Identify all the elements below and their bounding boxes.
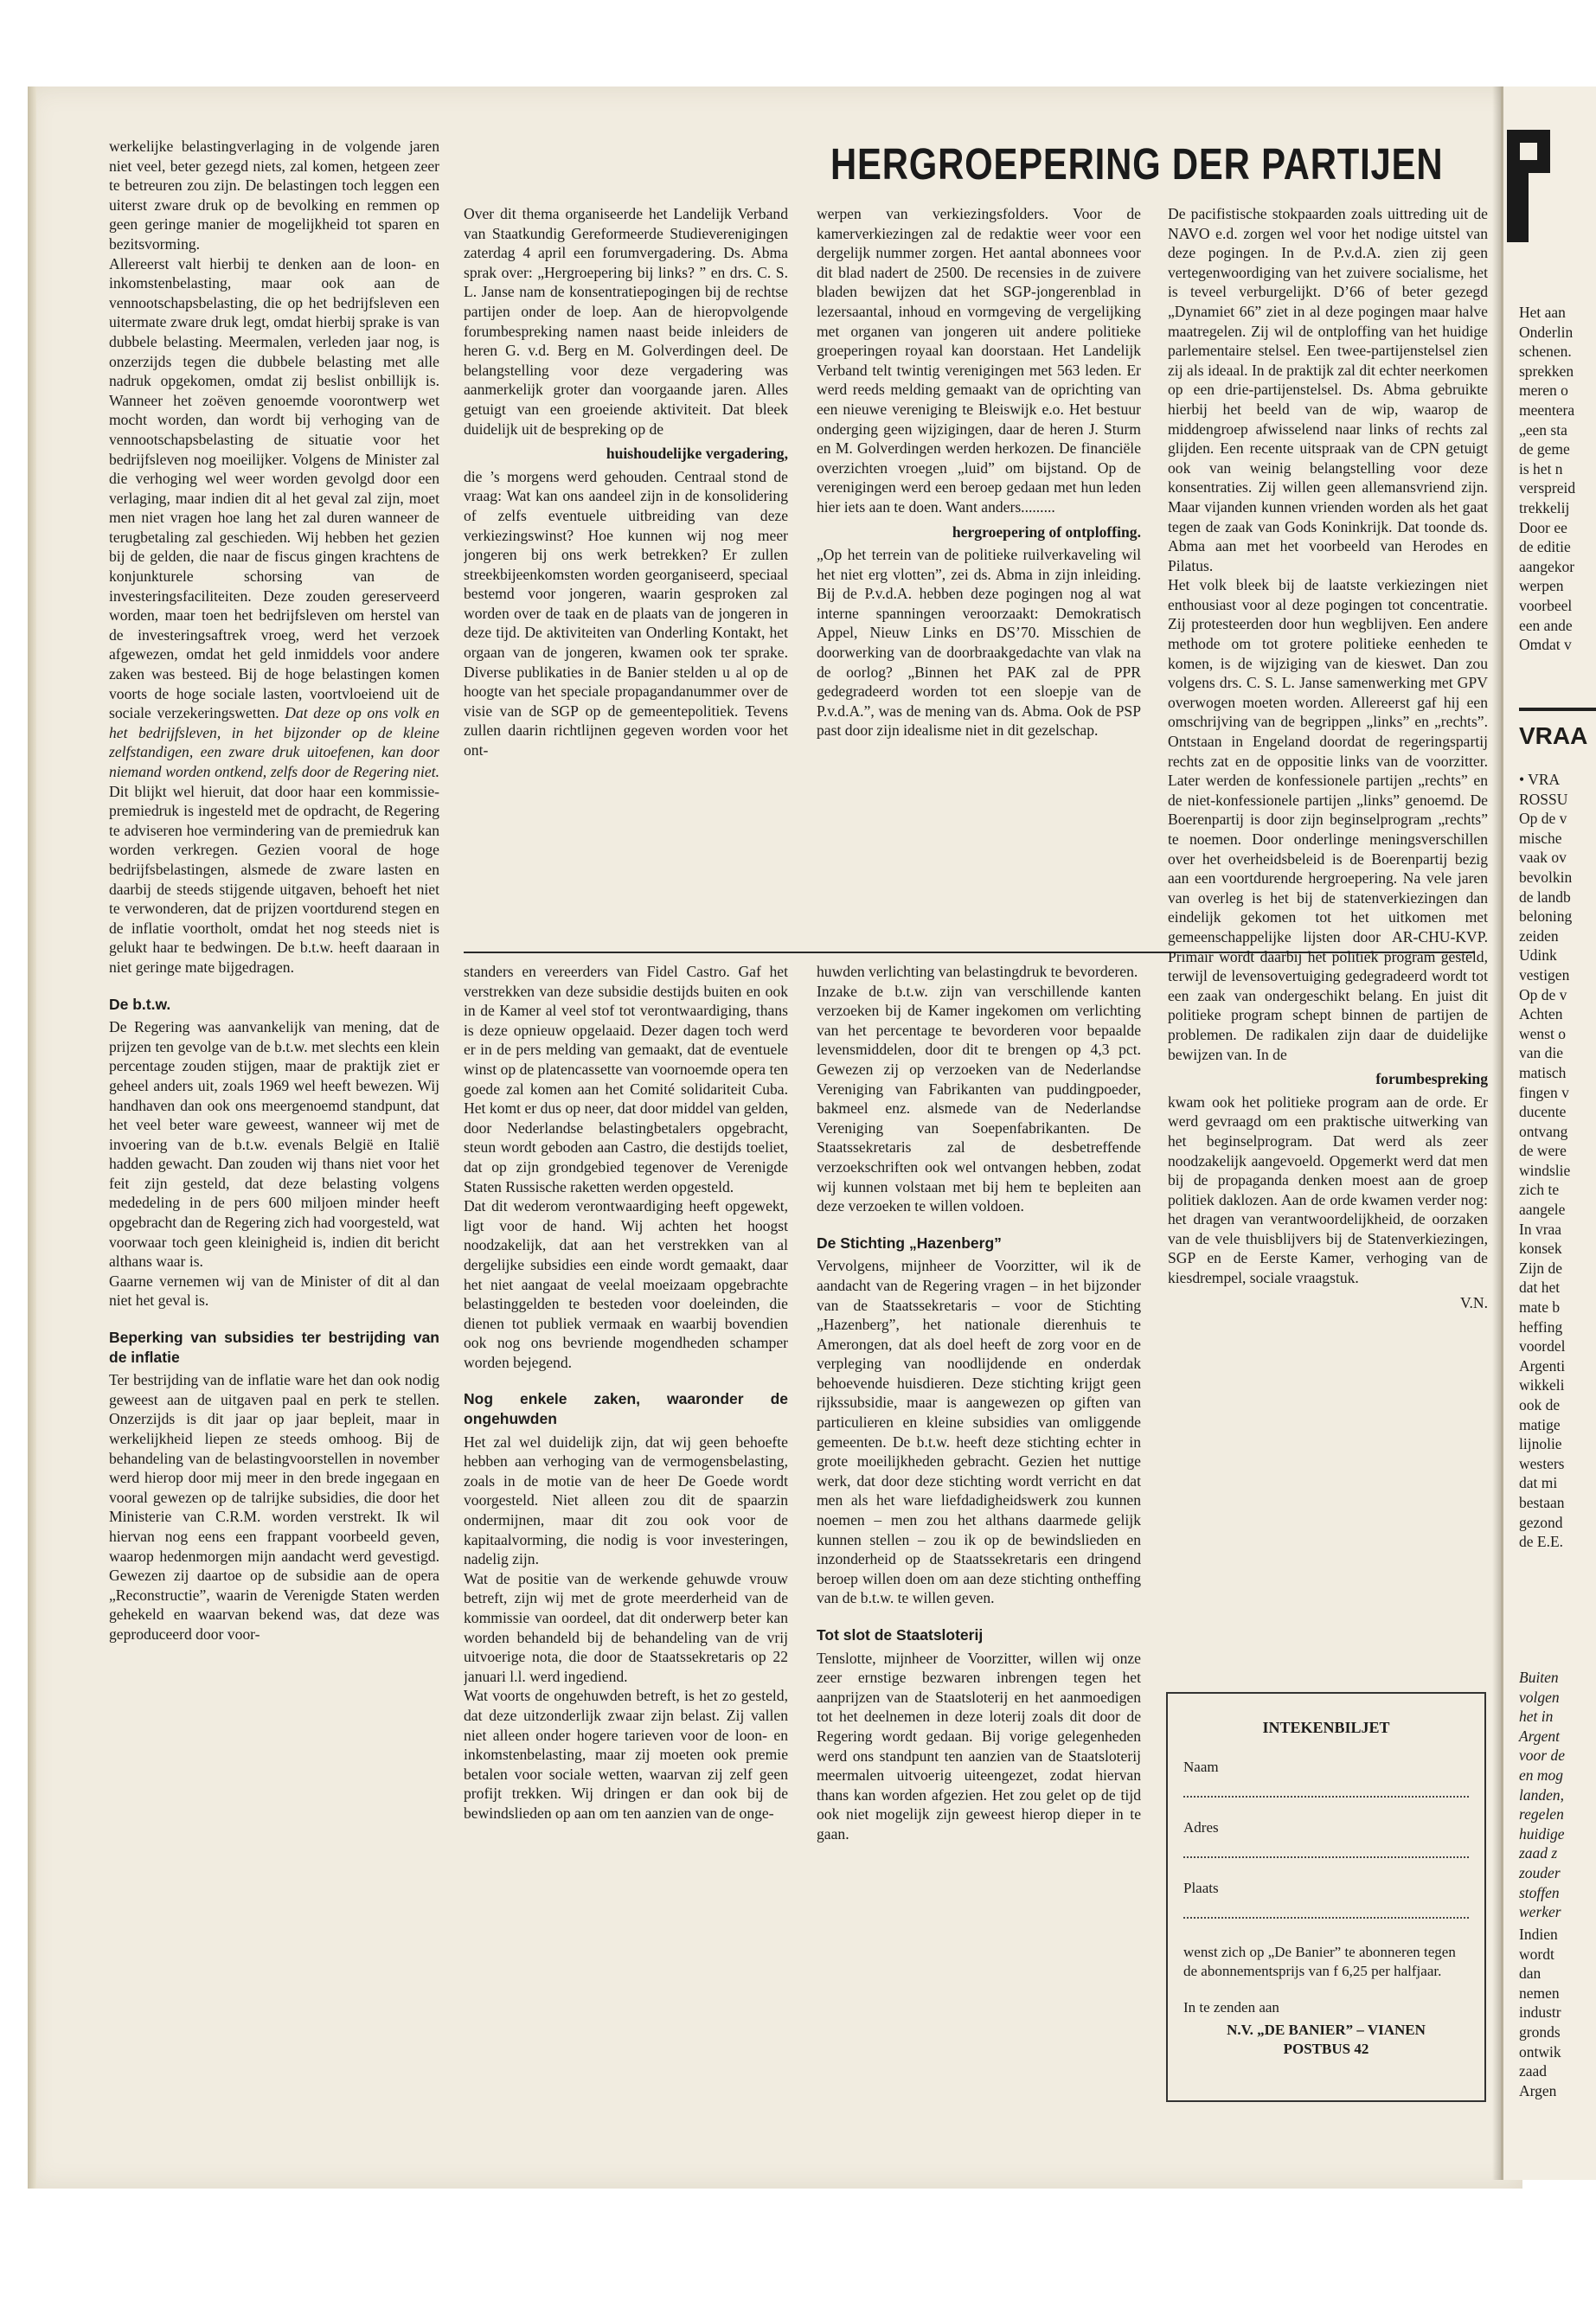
address-label: Adres xyxy=(1183,1819,1219,1836)
paragraph: Het volk bleek bij de laatste verkiezingen niet enthousiast voor al deze pogingen tot concentratie. Zij protesteerden door hun wegblijven. Een andere methode om tot grotere politieke eenheden te komen, is de wijziging van de kieswet. Dan zou volgens drs. C. S. L. Janse samenwerking met GPV overwogen moeten worden. Allereerst gaf hij een omschrijving van de begrippen „links” en „rechts”. Ontstaan in Engeland doordat de regeringspartij rechts zat en de oppositie links van de voorzitter. Later werden de konfessionele partijen „rechts” en de niet-konfessionele partijen „links” genoemd. De Boerenpartij is door zijn beginselprogram „rechts” te noemen. Door onderlinge meningsverschillen over het overheidsbeleid is de Boerenpartij bezig aan een voortdurende hergroepering. Na vele jaren van overleg is het bij de statenverkiezingen dan eindelijk gekomen tot het uitkomen met gemeenschappelijke lijsten door AR-CHU-KVP. Primair wordt daarbij het politiek program gesteld, terwijl de levensovertuiging gedegradeerd wordt tot een zaak van ondergeschikt belang. En juist dit politieke program schept binnen de partijen de problemen. De radikalen zijn daar de duidelijke bewijzen van. In de xyxy=(1168,576,1488,1063)
adjacent-line: Onderlin xyxy=(1519,323,1574,341)
adjacent-line: schenen. xyxy=(1519,343,1572,361)
adjacent-line: zouder xyxy=(1519,1863,1561,1881)
paragraph: Wat voorts de ongehuwden betreft, is het zo gesteld, dat deze uitzonderlijk zwaar zijn belast. Zij vallen niet alleen onder hogere tarieven voor de loon- en inkomstenbelasting, maar zij moeten ook premie betalen voor sociale wetten, waarvan zij zelf geen profijt trekken. Wij dringen er dan ook bij de bewindslieden op aan om ten aanzien van de onge- xyxy=(464,1687,788,1822)
adjacent-line: bestaan xyxy=(1519,1493,1565,1511)
send-address: N.V. „DE BANIER” – VIANEN xyxy=(1227,2022,1426,2038)
adjacent-heading: VRAA xyxy=(1519,722,1588,749)
section-heading: De b.t.w. xyxy=(109,995,171,1013)
adjacent-line: Udink xyxy=(1519,946,1557,965)
adjacent-column-d xyxy=(1519,1925,1596,2100)
send-label: In te zenden aan xyxy=(1183,1999,1279,2016)
paragraph: huwden verlichting van belastingdruk te bevorderen. xyxy=(817,963,1138,980)
adjacent-line: dat het xyxy=(1519,1279,1561,1297)
adjacent-line: In vraa xyxy=(1519,1220,1562,1238)
adjacent-line: werker xyxy=(1519,1903,1561,1921)
adjacent-line: vestigen xyxy=(1519,965,1570,984)
adjacent-line: beloning xyxy=(1519,907,1573,926)
italic-emphasis: Dat deze op ons volk en het bedrijfsleven, in het bijzonder op de kleine zelfstandigen, een zware druk uitoefenen, kan door niemand worden ontkend, zelfs door de Regering niet. xyxy=(109,704,439,780)
adjacent-line: dat mi xyxy=(1519,1474,1558,1492)
paragraph: Het zal wel duidelijk zijn, dat wij geen behoefte hebben aan verhoging van de vermogensbelasting, zoals in de motie van de heer De Goede wordt voorgesteld. Niet alleen zou dit de spaarzin ondermijnen, maar dit zou ook voor de kapitaalvorming, die nodig is voor investeringen, nadelig zijn. xyxy=(464,1433,788,1568)
adjacent-rule xyxy=(1519,708,1596,711)
adjacent-column-c xyxy=(1519,1668,1596,1922)
adjacent-line: fingen v xyxy=(1519,1083,1569,1101)
adjacent-line: werpen xyxy=(1519,577,1564,595)
adjacent-line: windslie xyxy=(1519,1161,1571,1179)
address-field[interactable] xyxy=(1183,1818,1469,1858)
adjacent-line: is het n xyxy=(1519,459,1563,478)
adjacent-line: dan xyxy=(1519,1965,1542,1983)
paragraph: Vervolgens, mijnheer de Voorzitter, wil ik de aandacht van de Regering vragen – in het bijzonder van de Staatssekretaris – voor de Stichting „Hazenberg”, het nationale dierenhuis te Amerongen, dat als doel heeft de zorg voor en de verpleging van noodlijdende en onderdak behoevende huisdieren. Deze stichting krijgt geen rijkssubsidie, maar is aangewezen op giften van particulieren en kleine subsidies van omliggende gemeenten. De b.t.w. heeft deze stichting echter in grote moeilijkheden gebracht. Gezien het nuttige werk, dat door deze stichting wordt verricht en dat men als het ware liefdadigheidswerk zou kunnen noemen – men zou het althans daarmede gelijk kunnen stellen – zou ik op de bewindslieden en inzonderheid op de Staatssekretaris een dringend beroep willen doen om aan deze stichting ontheffing van de b.t.w. te willen geven. xyxy=(817,1257,1141,1607)
paragraph: kwam ook het politieke program aan de orde. Er werd gevraagd om een praktische uitwerking van het beginselprogram. Dat werd als zeer noodzakelijk aangevoeld. Opgemerkt werd dat men bij de propaganda denken moest aan de groep politiek daklozen. Aan de orde kwamen verder nog: het dragen van verantwoordelijkheid, de oorzaken van de vele thuisblijvers bij de Statenverkiezingen, SGP en de Eerste Kamer, verhoging van de kiesdrempel, sociale vraagstuk. xyxy=(1168,1093,1488,1287)
adjacent-line: de geme xyxy=(1519,440,1570,458)
adjacent-line: het in xyxy=(1519,1708,1554,1726)
adjacent-line: zeiden xyxy=(1519,926,1559,945)
adjacent-line: bevolkin xyxy=(1519,868,1573,886)
adjacent-line: nemen xyxy=(1519,1984,1560,2002)
decorative-logo-fragment xyxy=(1481,121,1559,251)
paragraph: „Op het terrein van de politieke ruilverkaveling wil het niet erg vlotten”, zei ds. Abma in zijn inleiding. Bij de P.v.d.A. hebben deze pogingen nog al wat interne spanningen veroorzaakt: Demokratisch Appel, Nieuw Links en DS’70. Misschien de doorwerking van de doorbraakgedachte van vlak na de oorlog? „Binnen het PAK zal de PPR gedegradeerd worden tot een sloepje van de P.v.d.A.”, was de mening van ds. Abma. Ook de PSP past door zijn idealisme niet in dit gezelschap. xyxy=(817,546,1141,740)
adjacent-line: westers xyxy=(1519,1454,1565,1472)
adjacent-line: wenst o xyxy=(1519,1024,1566,1042)
adjacent-column-a xyxy=(1519,303,1596,655)
subscribe-text: wenst zich op „De Banier” te abonneren tegen de abonnementsprijs van f 6,25 per halfjaar. xyxy=(1183,1944,1456,1979)
adjacent-line: ducente xyxy=(1519,1103,1567,1121)
place-label: Plaats xyxy=(1183,1880,1219,1896)
adjacent-line: gezond xyxy=(1519,1513,1563,1531)
article-column-3-bottom xyxy=(817,962,1141,2190)
subheading: forumbespreking xyxy=(1375,1070,1488,1088)
section-heading: Beperking van subsidies ter bestrijding van de inflatie xyxy=(109,1329,439,1366)
adjacent-line: de landb xyxy=(1519,888,1571,906)
adjacent-line: ROSSU xyxy=(1519,790,1568,808)
paragraph: Tenslotte, mijnheer de Voorzitter, willen wij onze zeer ernstige bezwaren inbrengen tegen het aanprijzen van de Staatsloterij en het aanmoedigen tot het deelnemen in deze loterij zoals dit door de Regering wordt gedaan. Bij vorige gelegenheden werd ons standpunt ten aanzien van de Staatsloterij meermalen uitvoerig uiteengezet, zodat hiervan thans kan worden afgezien. Het zou gelet op de tijd ook niet mogelijk zijn geweest hierop dieper in te gaan. xyxy=(817,1649,1141,1843)
name-label: Naam xyxy=(1183,1759,1219,1775)
adjacent-line: huidige xyxy=(1519,1824,1565,1843)
adjacent-line: voordel xyxy=(1519,1337,1566,1356)
adjacent-line: zaad z xyxy=(1519,1844,1558,1862)
adjacent-line: voorbeel xyxy=(1519,596,1573,614)
subheading: huishoudelijke vergadering, xyxy=(606,445,788,463)
place-field[interactable] xyxy=(1183,1879,1469,1919)
subheading: hergroepering of ontploffing. xyxy=(952,522,1141,541)
author-signature: V.N. xyxy=(1460,1293,1488,1311)
adjacent-line: Argenti xyxy=(1519,1356,1566,1375)
article-column-1 xyxy=(109,137,439,2204)
paragraph: De Regering was aanvankelijk van mening, dat de prijzen ten gevolge van de b.t.w. met slechts een klein percentage zouden stijgen, maar de praktijk ziet er geheel anders uit, zoals 1969 wel heeft bewezen. Wij handhaven dan ook ons meergenoemd standpunt, dat het veel beter ware geweest, wanneer wij met de invoering van de b.t.w. evenals België en Italië hadden gewacht. Dan zouden wij thans niet voor het feit zijn gesteld, dat deze belasting volgens mededeling in de pers 600 miljoen minder heeft opgebracht dan de Regering zich had voorgesteld, wat voorwaar toch geen kleinigheid is, indien dit bericht althans waar is. xyxy=(109,1018,439,1271)
adjacent-line: Indien xyxy=(1519,1926,1558,1943)
adjacent-line: regelen xyxy=(1519,1805,1564,1823)
section-heading: Tot slot de Staatsloterij xyxy=(817,1626,984,1644)
adjacent-line: aangele xyxy=(1519,1201,1566,1219)
adjacent-line: Argent xyxy=(1519,1727,1560,1745)
article-column-4 xyxy=(1168,204,1488,1675)
article-column-2-bottom xyxy=(464,962,788,2190)
address-dotted-line xyxy=(1183,1843,1469,1858)
paragraph: standers en vereerders van Fidel Castro. Gaf het verstrekken van deze subsidie destijds buiten en ook in de Kamer al veel stof tot verontwaardiging, thans is deze opnieuw opgelaaid. Dezer dagen toch werd er in de pers melding van gemaakt, dat de eventuele winst op de platencassette van voornoemde opera ten goede zal komen aan het Comité solidariteit Cuba. Het komt er dus op neer, dat door middel van gelden, door Nederlandse belastingbetalers opgebracht, steun wordt geboden aan Castro, die destijds toeliet, dat op zijn grondgebied tegenover de Verenigde Staten Russische raketten werden opgesteld. xyxy=(464,963,788,1195)
adjacent-line: mische xyxy=(1519,829,1562,847)
adjacent-line: de were xyxy=(1519,1142,1567,1160)
adjacent-column-b xyxy=(1519,770,1596,1552)
name-dotted-line xyxy=(1183,1782,1469,1798)
adjacent-line: „een sta xyxy=(1519,420,1567,439)
paragraph: Wat de positie van de werkende gehuwde vrouw betreft, zijn wij met de grote meerderheid van de kommissie van oordeel, dat dit onderwerp beter kan worden behandeld bij de behandeling van de vrij uitvoerige nota, die door de Staatssekretaris op 22 januari l.l. werd ingediend. xyxy=(464,1569,788,1685)
adjacent-line: ook de xyxy=(1519,1396,1561,1413)
adjacent-line: matige xyxy=(1519,1415,1561,1433)
coupon-title: INTEKENBILJET xyxy=(1262,1719,1390,1736)
paragraph: Allereerst valt hierbij te denken aan de loon- en inkomstenbelasting, maar ook aan de vennootschapsbelasting, die op het bedrijfsleven een uitermate zware druk legt, omdat hierbij sprake is van dubbele belasting. Meermalen, verleden jaar nog, is onzerzijds tegen die dubbele belasting met alle nadruk opgekomen, omdat zij beslist onbillijk is. Wanneer het zoëven genoemde voorontwerp wet mocht worden, dan wordt bij verhoging van de vennootschapsbelasting de situatie voor het bedrijfsleven nog moeilijker. Volgens de Minister zal die verhoging wel weer worden gevolgd door een verlaging, maar indien dit al het geval zal zijn, moet men niet vragen hoe lang het zal duren wanneer de terugbetaling zal geschieden. Wij hebben het gezien bij de gelden, die naar de fiscus gingen krachtens de konjunkturele schorsing van de investeringsfaciliteiten. Deze zouden gereserveerd worden, maar toen het bedrijfsleven om herstel van de investeringsaftrek vroeg, werd het verzoek afgewezen, omdat het geld inmiddels voor andere zaken was besteed. Bij de hoge belastingen komen voorts de hoge sociale lasten, voortvloeiend uit de sociale verzekeringswetten. Dat deze op ons volk en het bedrijfsleven, in het bijzonder op de kleine zelfstandigen, een zware druk uitoefenen, kan door niemand worden ontkend, zelfs door de Regering niet. Dit blijkt wel hieruit, dat door haar een kommissie-premiedruk is ingesteld met de opdracht, de Regering te adviseren hoe vermindering van de premiedruk kan worden verkregen. Gezien vooral de hoge bedrijfsbelastingen, alsmede de zware lasten en daarbij de steeds stijgende uitgaven, behoeft het niet te verwonderen, dat de prijzen voortdurend stegen en de inflatie voortholt, omdat het nog steeds niet is gelukt haar te bedwingen. De b.t.w. heeft daaraan in niet geringe mate bijgedragen. xyxy=(109,254,439,976)
adjacent-line: mate b xyxy=(1519,1298,1561,1317)
adjacent-line: vaak ov xyxy=(1519,849,1567,867)
adjacent-line: ontwik xyxy=(1519,2042,1561,2061)
adjacent-line: meren o xyxy=(1519,381,1568,400)
name-field[interactable] xyxy=(1183,1758,1469,1798)
adjacent-line: aangekor xyxy=(1519,557,1575,575)
adjacent-line: Buiten xyxy=(1519,1669,1559,1686)
paragraph: Inzake de b.t.w. zijn van verschillende kanten verzoeken bij de Kamer ingekomen om verlichting van het percentage te bevorderen voor bepaalde levensmiddelen, door dit te brengen op 4,3 pct. Gewezen zij op verzoeken van de Nederlandse Vereniging van Fabrikanten van puddingpoeder, bakmeel enz. alsmede van de Nederlandse Vereniging van Soepenfabrikanten. De Staatssekretaris zal de desbetreffende verzoekschriften ook wel ontvangen hebben, zodat wij kunnen volstaan met bij hem te bepleiten aan deze verzoeken te willen voldoen. xyxy=(817,982,1141,1215)
paragraph: werpen van verkiezingsfolders. Voor de kamerverkiezingen zal de redaktie weer voor een dergelijk nummer zorgen. Het aantal abonnees voor dit blad nadert de 2500. De recensies in de zuivere bladen bewijzen dat het SGP-jongerenblad in lezersaantal, inhoud en vormgeving de vergelijking met organen van jongeren uit andere politieke groeperingen royaal kan doorstaan. Het Landelijk Verband telt twintig verenigingen met 563 leden. Er werd reeds melding gemaakt van de oprichting van een nieuwe vereniging te Bleiswijk e.o. Het bestuur onderging geen wijzigingen, daar de heren J. Sturm en M. Golverdingen werden herkozen. De financiële overzichten vroegen „luid” om bijstand. Op de verenigingen werd een beroep gedaan met hun leden hier iets aan te doen. Want anders......... xyxy=(817,205,1141,516)
adjacent-line: lijnolie xyxy=(1519,1435,1562,1453)
adjacent-line: Op de v xyxy=(1519,985,1567,1003)
adjacent-line: Zijn de xyxy=(1519,1259,1563,1277)
adjacent-line: meentera xyxy=(1519,401,1575,419)
section-heading: De Stichting „Hazenberg” xyxy=(817,1234,1002,1252)
adjacent-line: gronds xyxy=(1519,2022,1561,2041)
place-dotted-line xyxy=(1183,1903,1469,1919)
adjacent-line: Door ee xyxy=(1519,518,1567,536)
adjacent-line: heffing xyxy=(1519,1317,1563,1336)
paragraph: Over dit thema organiseerde het Landelijk Verband van Staatkundig Gereformeerde Studieverenigingen zaterdag 4 april een forumvergadering. Ds. Abma sprak over: „Hergroepering bij links? ” en drs. C. S. L. Janse nam de konsentratiepogingen bij de rechtse partijen onder de loep. Aan de hieropvolgende forumbespreking namen naast beide inleiders de heren G. v.d. Berg en M. Golverdingen deel. De belangstelling voor deze vergadering was aanmerkelijk groter dan voorgaande jaren. Alles getuigt van een groeiende aktiviteit. Dat bleek duidelijk uit de bespreking op de xyxy=(464,205,788,438)
adjacent-line: voor de xyxy=(1519,1747,1565,1765)
adjacent-line: konsek xyxy=(1519,1240,1562,1258)
adjacent-line: Op de v xyxy=(1519,810,1567,828)
adjacent-line: Achten xyxy=(1519,1005,1563,1023)
adjacent-line: landen, xyxy=(1519,1785,1565,1804)
adjacent-line: stoffen xyxy=(1519,1883,1560,1901)
adjacent-line: trekkelij xyxy=(1519,498,1570,516)
paragraph: Dat dit wederom verontwaardiging heeft opgewekt, ligt voor de hand. Wij achten het hoogst noodzakelijk, dat aan het verstrekken van al dergelijke subsidies een einde wordt gemaakt, daar het niet aangaat de veelal moeizaam opgebrachte belastinggelden te besteden voor doeleinden, die dienen tot publiek vermaak en waarbij bovendien ook nog ons bevriende mogendheden schamper worden bejegend. xyxy=(464,1197,788,1371)
paragraph: De pacifistische stokpaarden zoals uittreding uit de NAVO e.d. zorgen wel voor het nodige uitstel van deze pogingen. In de P.v.d.A. zien zij geen vertegenwoordiging van het zuivere socialisme, het is teveel verburgelijkt. D’66 of beter gezegd „Dynamiet 66” ziet in al deze pogingen maar halve maatregelen. Zij wil de ontploffing van het huidige parlementaire stelsel. Een twee-partijenstelsel zien zij als ideaal. In de praktijk zal dit echter neerkomen op een drie-partijenstelsel. Ds. Abma gebruikte hierbij het beeld van de wip, waarop de middengroep afwisselend naar links of rechts zal glijden. Een recente uitspraak van de CPN getuigt ook van weinig belangstelling voor deze konsentraties. Zij willen geen allemansvriend zijn. Maar vijanden kunnen vrienden worden als het gaat tegen de zaak van Gods Koninkrijk. Dat toonde ds. Abma aan met het voorbeeld van Herodes en Pilatus. xyxy=(1168,205,1488,574)
adjacent-line: de editie xyxy=(1519,538,1571,556)
article-column-2-top xyxy=(464,204,788,939)
adjacent-line: • VRA xyxy=(1519,771,1561,788)
adjacent-line: van die xyxy=(1519,1044,1564,1062)
adjacent-line: Argen xyxy=(1519,2081,1557,2099)
adjacent-page xyxy=(1501,87,1596,2180)
adjacent-line: zaad xyxy=(1519,2062,1548,2080)
section-heading: Nog enkele zaken, waaronder de ongehuwden xyxy=(464,1390,788,1428)
adjacent-line: matisch xyxy=(1519,1063,1567,1081)
paragraph: Ter bestrijding van de inflatie ware het dan ook nodig geweest aan de uitgaven paal en perk te stellen. Onzerzijds is dit jaar op jaar bepleit, maar in werkelijkheid liepen ze steeds omhoog. Bij de behandeling van de belastingvoorstellen in november werd hierop door mij meer in den brede ingegaan en vooral gewezen op de talrijke subsidies, die door het Ministerie van C.R.M. worden verstrekt. Ik wil hiervan nog eens een frappant voorbeeld geven, waarop hedenmorgen mijn aandacht werd gevestigd. Gewezen zij daartoe op de subsidie aan de opera „Reconstructie”, waarin de Verenigde Staten werden gehekeld en waarvan bekend was, dat deze was geproduceerd door voor- xyxy=(109,1371,439,1643)
paragraph: Gaarne vernemen wij van de Minister of dit al dan niet het geval is. xyxy=(109,1272,439,1310)
adjacent-line: Het aan xyxy=(1519,304,1566,321)
po-box: POSTBUS 42 xyxy=(1283,2041,1369,2057)
adjacent-line: industr xyxy=(1519,2003,1561,2022)
subscription-coupon xyxy=(1166,1692,1486,2102)
paragraph: die ’s morgens werd gehouden. Centraal stond de vraag: Wat kan ons aandeel zijn in de konsolidering of zelfs eventuele uitbreiding van deze verkiezingswinst? Hoe kunnen wij nog meer jongeren bij ons werk betrekken? Er zullen streekbijeenkomsten worden georganiseerd, speciaal bestemd voor jongeren, waarin gesproken zal worden over de taak en de plaats van de jongeren in deze tijd. De aktiviteiten van Onderling Kontakt, het orgaan van de jongeren, kwamen ook ter sprake. Diverse publikaties in de Banier stelden u al op de hoogte van het speciale propagandanummer over de visie van de SGP op de gemeentepolitiek. Tevens zullen daarin richtlijnen gegeven worden voor het ont- xyxy=(464,467,788,760)
adjacent-line: verspreid xyxy=(1519,479,1576,497)
headline: HERGROEPERING DER PARTIJEN xyxy=(830,139,1444,189)
adjacent-line: zich te xyxy=(1519,1181,1560,1199)
adjacent-line: de E.E. xyxy=(1519,1533,1564,1551)
adjacent-line: sprekken xyxy=(1519,362,1574,380)
adjacent-line: een ande xyxy=(1519,616,1573,634)
page-binding-edge xyxy=(28,87,36,2189)
adjacent-line: Omdat v xyxy=(1519,636,1572,654)
adjacent-line: en mog xyxy=(1519,1766,1564,1784)
paragraph: werkelijke belastingverlaging in de volgende jaren niet veel, beter gezegd niets, zal komen, hetgeen zeer te betreuren zou zijn. De belastingen toch leggen een uiterst zware druk op de bevolking en remmen op geen geringe manier de mogelijkheid tot sparen en bezitsvorming. xyxy=(109,138,439,253)
adjacent-line: wordt xyxy=(1519,1945,1554,1963)
article-column-3-top xyxy=(817,204,1141,939)
adjacent-line: ontvang xyxy=(1519,1122,1568,1140)
adjacent-line: volgen xyxy=(1519,1688,1560,1706)
adjacent-line: wikkeli xyxy=(1519,1376,1565,1394)
